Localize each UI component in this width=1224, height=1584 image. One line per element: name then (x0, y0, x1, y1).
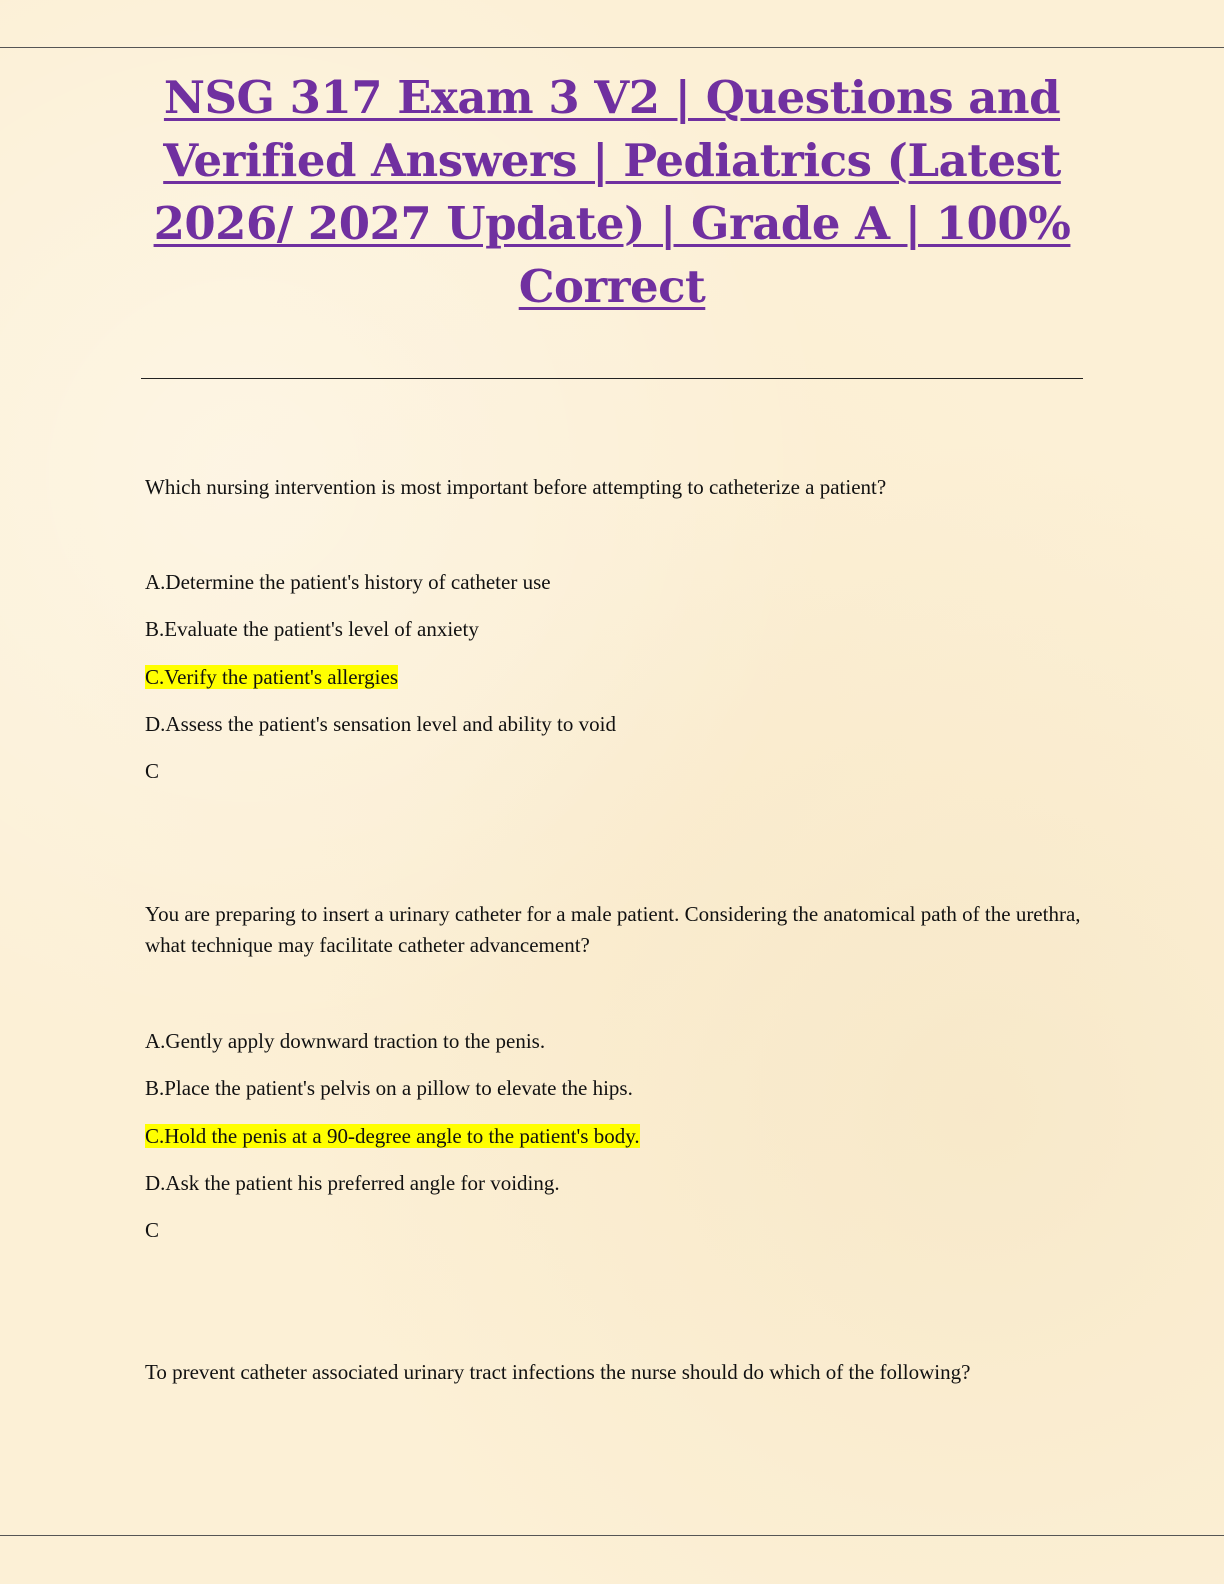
option-a: A.Gently apply downward traction to the penis. (145, 1029, 546, 1053)
option-d: D.Assess the patient's sensation level and ability to void (145, 712, 616, 736)
question-text: Which nursing intervention is most important before attempting to catheterize a patient? (145, 475, 887, 499)
option-b: B.Place the patient's pelvis on a pillow to elevate the hips. (145, 1076, 633, 1100)
answer-highlight: C.Hold the penis at a 90-degree angle to the patient's body. (145, 1124, 640, 1148)
option-a: A.Determine the patient's history of catheter use (145, 570, 551, 594)
option-c-correct (145, 662, 398, 693)
title-divider (141, 378, 1083, 379)
document-title: NSG 317 Exam 3 V2 | Questions and Verified Answers | Pediatrics (Latest 2026/ 2027 Update) | Grade A | 100% Correct (153, 71, 1071, 313)
question-text: You are preparing to insert a urinary catheter for a male patient. Considering the anatomical path of the urethra, what technique may facilitate catheter advancement? (145, 902, 1081, 957)
option-d: D.Ask the patient his preferred angle for voiding. (145, 1171, 560, 1195)
option-c-correct (145, 1121, 640, 1152)
answer-key: C (145, 1218, 160, 1242)
option-b: B.Evaluate the patient's level of anxiety (145, 617, 479, 641)
question-text: To prevent catheter associated urinary tract infections the nurse should do which of the following? (145, 1360, 971, 1384)
page-top-rule (0, 47, 1224, 48)
answer-key: C (145, 759, 160, 783)
page-bottom-rule (0, 1535, 1224, 1536)
answer-highlight: C.Verify the patient's allergies (145, 665, 398, 689)
